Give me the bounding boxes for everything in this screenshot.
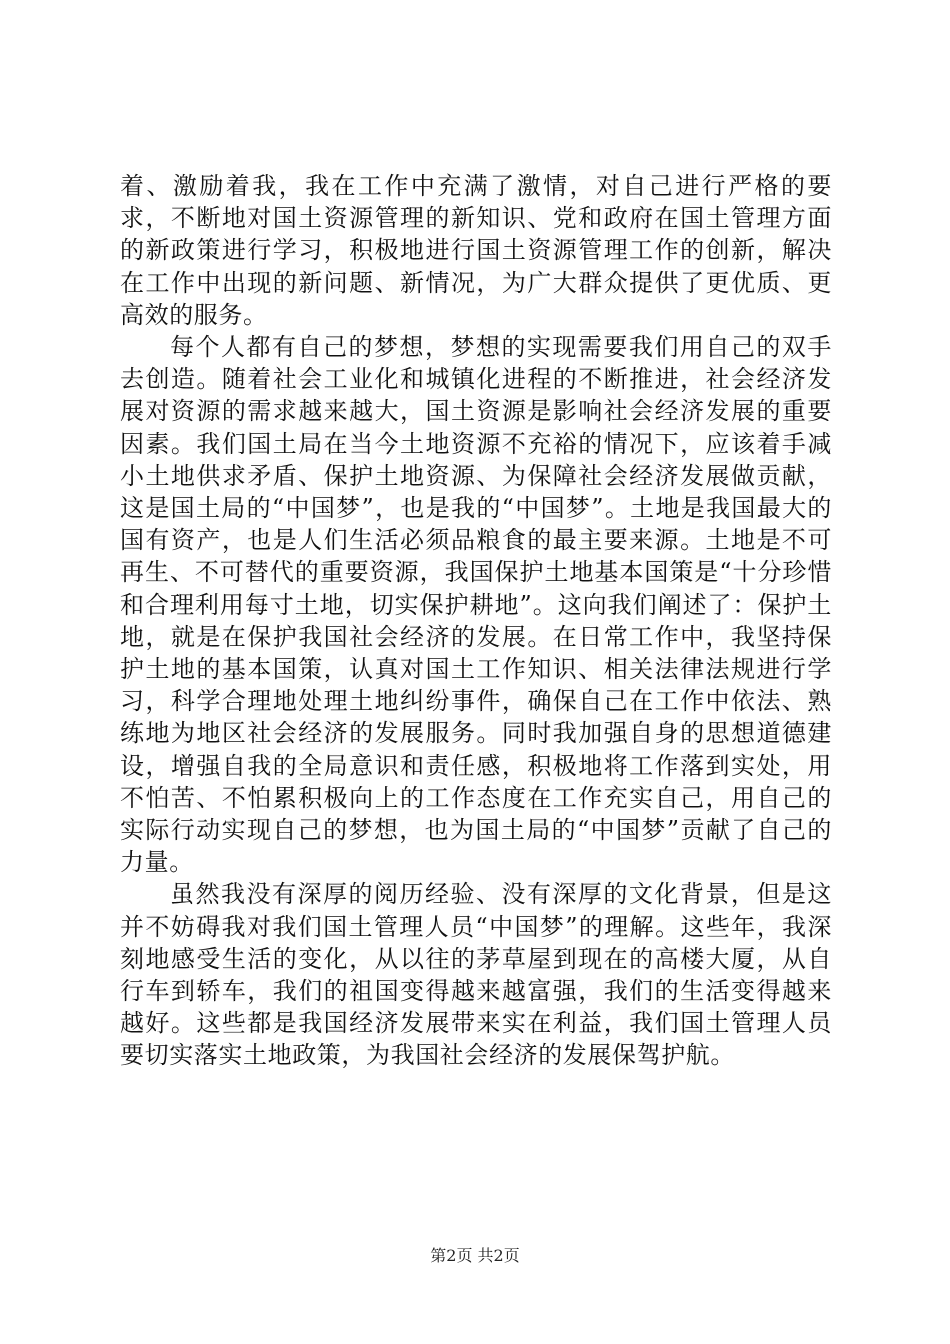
page-number-footer: 第2页 共2页 bbox=[430, 1246, 520, 1265]
document-body bbox=[120, 170, 832, 1072]
paragraph-continuation: 着、激励着我，我在工作中充满了激情，对自己进行严格的要求，不断地对国土资源管理的新知识、党和政府在国土管理方面的新政策进行学习，积极地进行国土资源管理工作的创新，解决在工作中出现的新问题、新情况，为广大群众提供了更优质、更高效的服务。 bbox=[120, 172, 832, 329]
paragraph-dream: 每个人都有自己的梦想，梦想的实现需要我们用自己的双手去创造。随着社会工业化和城镇化进程的不断推进，社会经济发展对资源的需求越来越大，国土资源是影响社会经济发展的重要因素。我们国土局在当今土地资源不充裕的情况下，应该着手减小土地供求矛盾、保护土地资源、为保障社会经济发展做贡献，这是国土局的“中国梦”，也是我的“中国梦”。土地是我国最大的国有资产，也是人们生活必须品粮食的最主要来源。土地是不可再生、不可替代的重要资源，我国保护土地基本国策是“十分珍惜和合理利用每寸土地，切实保护耕地”。这向我们阐述了：保护土地，就是在保护我国社会经济的发展。在日常工作中，我坚持保护土地的基本国策，认真对国土工作知识、相关法律法规进行学习，科学合理地处理土地纠纷事件，确保自己在工作中依法、熟练地为地区社会经济的发展服务。同时我加强自身的思想道德建设，增强自我的全局意识和责任感，积极地将工作落到实处，用不怕苦、不怕累积极向上的工作态度在工作充实自己，用自己的实际行动实现自己的梦想，也为国土局的“中国梦”贡献了自己的力量。 bbox=[120, 333, 832, 877]
paragraph-understanding: 虽然我没有深厚的阅历经验、没有深厚的文化背景，但是这并不妨碍我对我们国土管理人员“中国梦”的理解。这些年，我深刻地感受生活的变化，从以往的茅草屋到现在的高楼大厦，从自行车到轿车，我们的祖国变得越来越富强，我们的生活变得越来越好。这些都是我国经济发展带来实在利益，我们国土管理人员要切实落实土地政策，为我国社会经济的发展保驾护航。 bbox=[120, 880, 832, 1070]
